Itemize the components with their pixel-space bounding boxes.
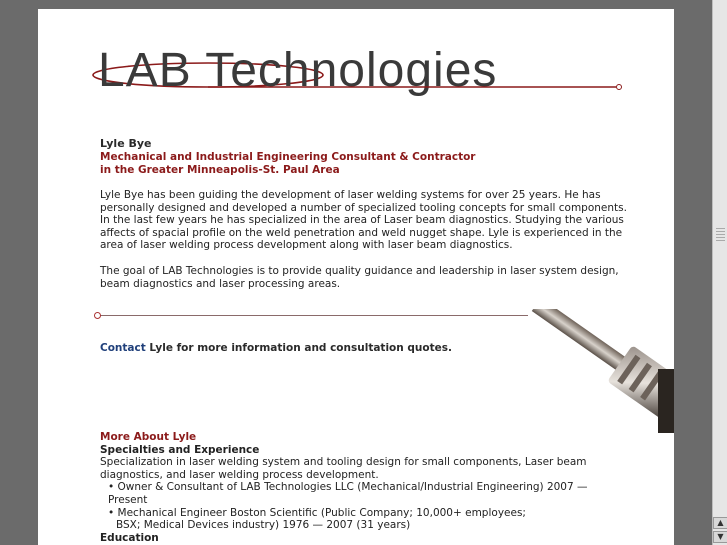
profile-role-line1: Mechanical and Industrial Engineering Consultant & Contractor xyxy=(100,151,476,163)
experience-item: • Mechanical Engineer Boston Scientific (Public Company; 10,000+ employees; xyxy=(108,506,526,519)
section-divider xyxy=(98,315,528,316)
lab-technologies-logo xyxy=(88,39,628,99)
scroll-down-button[interactable]: ▼ xyxy=(713,531,727,543)
specialization-text: Specialization in laser welding system and tooling design for small components, Laser beam diagnostics, and laser welding process development. xyxy=(100,456,587,481)
more-about-heading: More About Lyle xyxy=(100,431,197,443)
profile-name: Lyle Bye xyxy=(100,137,152,150)
intro-paragraph: Lyle Bye has been guiding the development of laser welding systems for over 25 years. He has personally designed and developed a number of specialized tooling concepts for small components. In the last few years he has specialized in the area of Laser beam diagnostics. Studying the various affects of spacial profile on the weld penetration and weld nugget shape. Lyle is experienced in the area of laser welding process development along with laser beam diagnostics. xyxy=(100,189,627,252)
vertical-scrollbar[interactable] xyxy=(712,0,727,545)
education-heading: Education xyxy=(100,532,159,544)
goal-paragraph: The goal of LAB Technologies is to provide quality guidance and leadership in laser system design, beam diagnostics and laser processing areas. xyxy=(100,265,619,290)
contact-line xyxy=(100,342,452,354)
logo-text: LAB Technologies xyxy=(98,44,498,97)
laser-probe-image xyxy=(508,309,674,433)
page-content xyxy=(38,9,674,545)
specialties-heading: Specialties and Experience xyxy=(100,443,260,456)
more-about-section xyxy=(100,431,630,532)
contact-link[interactable]: Contact xyxy=(100,342,146,354)
experience-item: • Owner & Consultant of LAB Technologies LLC (Mechanical/Industrial Engineering) 2007 — Present xyxy=(108,481,588,506)
profile-role xyxy=(100,151,476,177)
scrollbar-grip[interactable] xyxy=(716,228,725,242)
experience-item-continued: BSX; Medical Devices industry) 1976 — 2007 (31 years) xyxy=(116,519,411,532)
profile-role-line2: in the Greater Minneapolis-St. Paul Area xyxy=(100,164,340,176)
scroll-up-button[interactable]: ▲ xyxy=(713,517,727,529)
divider-dot xyxy=(94,312,101,319)
contact-text: Lyle for more information and consultation quotes. xyxy=(145,342,452,354)
